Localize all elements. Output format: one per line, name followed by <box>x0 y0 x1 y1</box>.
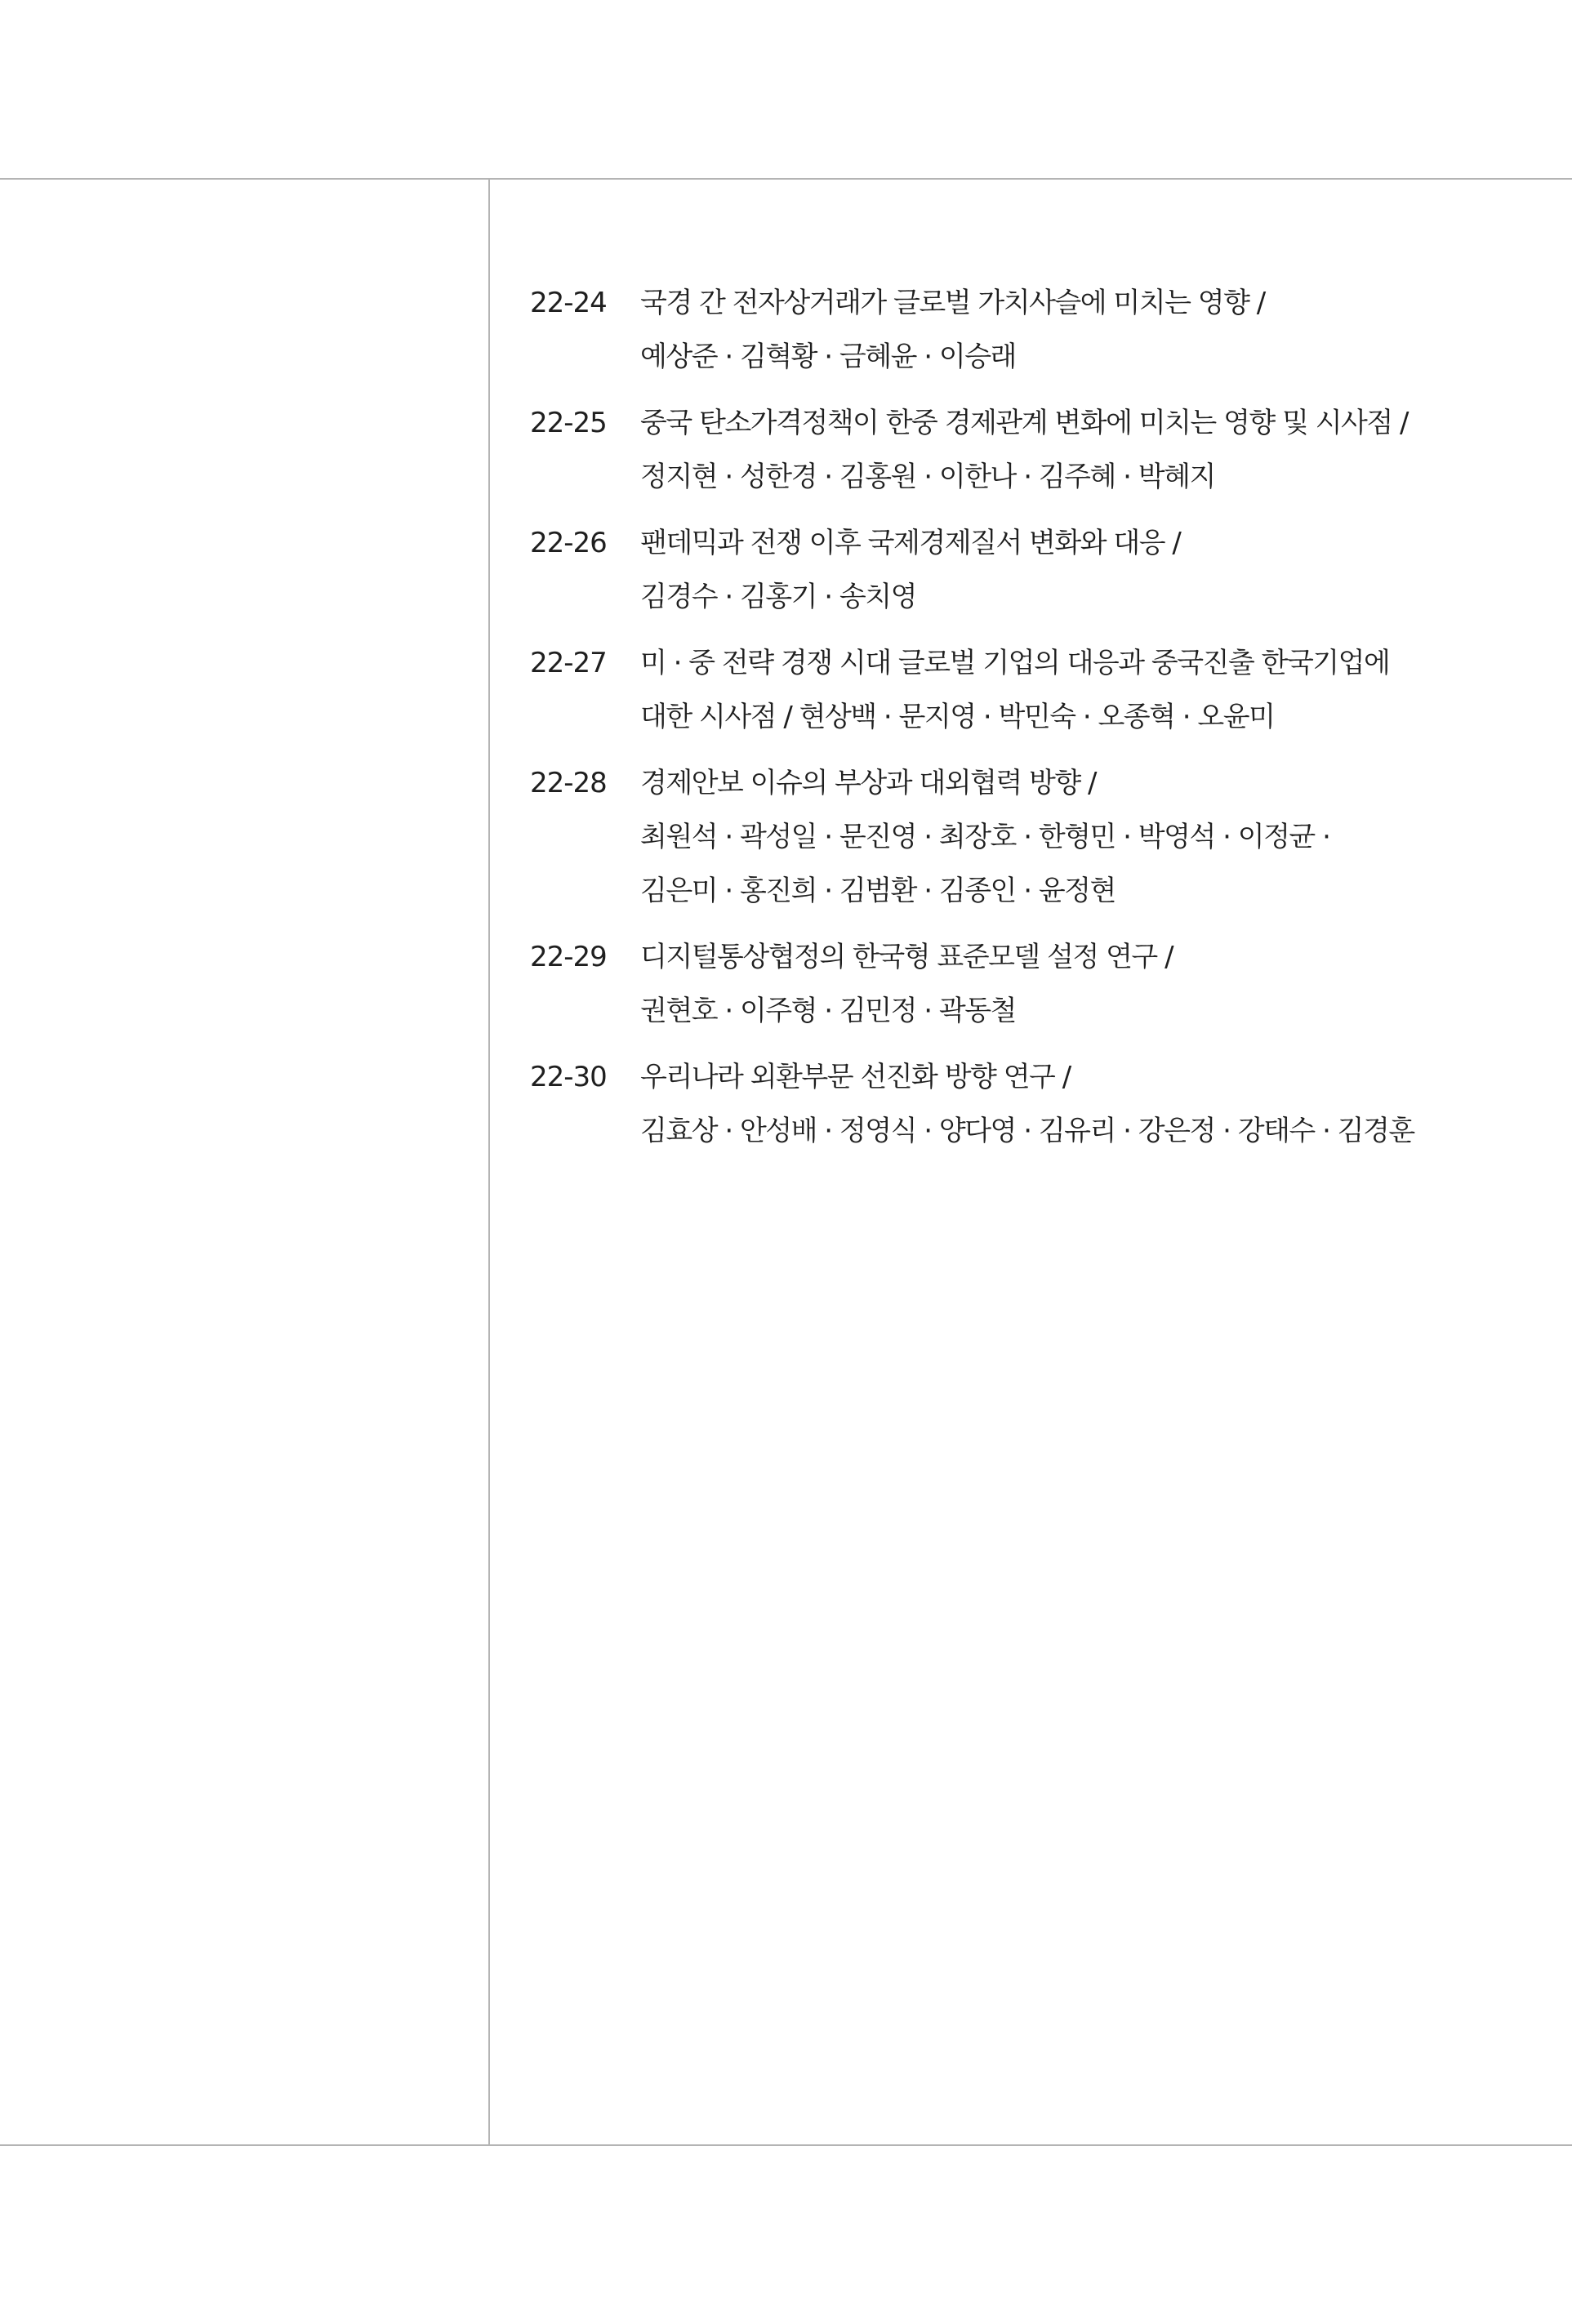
report-title-authors: 중국 탄소가격정책이 한중 경제관계 변화에 미치는 영향 및 시사점 / 정지현 · 성한경 · 김홍원 · 이한나 · 김주혜 · 박혜지 <box>640 407 1409 493</box>
vertical-divider <box>488 178 490 2146</box>
list-item <box>530 756 1469 918</box>
report-title-authors: 우리나라 외환부문 선진화 방향 연구 / 김효상 · 안성배 · 정영식 · 양다영 · 김유리 · 강은정 · 강태수 · 김경훈 <box>640 1061 1414 1147</box>
report-title-authors: 경제안보 이슈의 부상과 대외협력 방향 / 최원석 · 곽성일 · 문진영 · 최장호 · 한형민 · 박영석 · 이정균 · 김은미 · 홍진희 · 김범환 · 김종인 · 윤정현 <box>640 767 1330 907</box>
report-number: 22-24 <box>530 287 607 319</box>
bottom-divider <box>0 2144 1572 2146</box>
list-item <box>530 516 1469 624</box>
report-number: 22-28 <box>530 767 607 799</box>
report-number: 22-29 <box>530 941 607 973</box>
report-title-authors: 디지털통상협정의 한국형 표준모델 설정 연구 / 권현호 · 이주형 · 김민정 · 곽동철 <box>640 941 1173 1027</box>
report-title-authors: 팬데믹과 전쟁 이후 국제경제질서 변화와 대응 / 김경수 · 김홍기 · 송치영 <box>640 527 1181 613</box>
report-number: 22-25 <box>530 407 607 439</box>
list-item <box>530 276 1469 384</box>
report-title-authors: 국경 간 전자상거래가 글로벌 가치사슬에 미치는 영향 / 예상준 · 김혁황 · 금혜윤 · 이승래 <box>640 287 1265 373</box>
report-title-authors: 미 · 중 전략 경쟁 시대 글로벌 기업의 대응과 중국진출 한국기업에 대한 시사점 / 현상백 · 문지영 · 박민숙 · 오종혁 · 오윤미 <box>640 647 1390 733</box>
report-number: 22-26 <box>530 527 607 559</box>
list-item <box>530 1050 1469 1158</box>
report-number: 22-30 <box>530 1061 607 1093</box>
list-item <box>530 636 1469 744</box>
report-number: 22-27 <box>530 647 607 679</box>
top-divider <box>0 178 1572 180</box>
list-item <box>530 396 1469 504</box>
publication-list <box>530 276 1469 1170</box>
list-item <box>530 930 1469 1038</box>
